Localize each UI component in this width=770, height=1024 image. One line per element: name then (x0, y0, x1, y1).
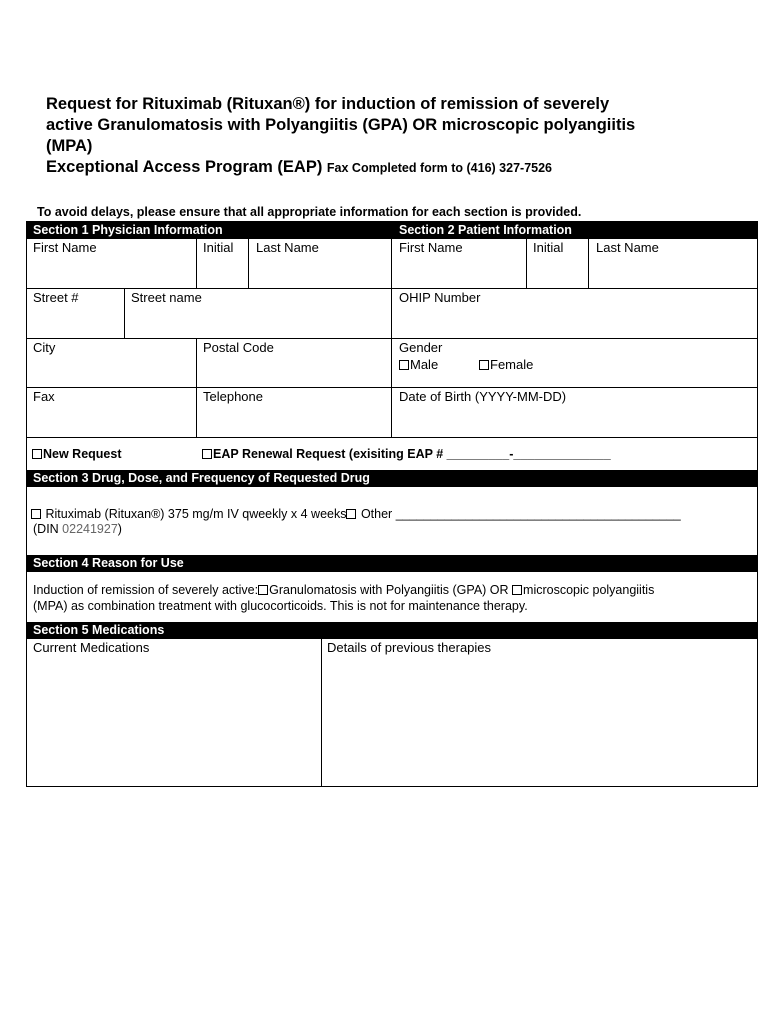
other-drug-field[interactable]: Other _________________________________________ (360, 507, 681, 521)
section-4-header (27, 555, 757, 572)
notice-text: To avoid delays, please ensure that all appropriate information for each section is provided. (37, 205, 582, 219)
section-5-title: Section 5 Medications (33, 623, 165, 637)
din-line (33, 522, 122, 536)
section-1-header: Section 1 Physician Information (33, 223, 223, 237)
reason-line-2: (MPA) as combination treatment with glucocorticoids. This is not for maintenance therapy. (33, 599, 528, 613)
new-request-checkbox[interactable] (32, 449, 42, 459)
physician-telephone-field[interactable]: Telephone (203, 389, 263, 404)
physician-city-field[interactable]: City (33, 340, 56, 355)
gpa-label: Granulomatosis with Polyangiitis (GPA) OR (269, 583, 509, 597)
section-3-header (27, 470, 757, 487)
title-line-2: active Granulomatosis with Polyangiitis (GPA) OR microscopic polyangiitis (46, 116, 636, 134)
female-label: Female (490, 357, 534, 372)
mpa-label: microscopic polyangiitis (523, 583, 655, 597)
form-title (46, 94, 736, 179)
patient-first-name-field[interactable]: First Name (399, 240, 463, 255)
section-3-title: Section 3 Drug, Dose, and Frequency of Requested Drug (33, 471, 370, 485)
section-5-header (27, 622, 757, 639)
ohip-number-field[interactable]: OHIP Number (399, 290, 481, 305)
renewal-checkbox[interactable] (202, 449, 212, 459)
current-medications-field[interactable]: Current Medications (33, 640, 150, 655)
section-1-2-header (27, 222, 757, 239)
din-number: 02241927 (62, 522, 118, 536)
new-request-label: New Request (43, 447, 122, 461)
section-4-title: Section 4 Reason for Use (33, 556, 184, 570)
physician-initial-field[interactable]: Initial (203, 240, 234, 255)
section-2-header: Section 2 Patient Information (399, 223, 572, 237)
gender-female-option[interactable] (479, 357, 533, 372)
title-line-3: (MPA) (46, 137, 93, 155)
gpa-checkbox[interactable] (258, 585, 268, 595)
gender-label: Gender (399, 340, 443, 355)
physician-street-number-field[interactable]: Street # (33, 290, 79, 305)
other-drug-checkbox[interactable] (346, 509, 356, 519)
rituximab-option[interactable] (31, 507, 681, 521)
rituximab-label: Rituximab (Rituxan®) 375 mg/m IV qweekly x 4 weeks (45, 507, 347, 521)
title-line-4 (46, 157, 736, 179)
mpa-checkbox[interactable] (512, 585, 522, 595)
physician-street-name-field[interactable]: Street name (131, 290, 202, 305)
fax-instruction: Fax Completed form to (416) 327-7526 (326, 161, 552, 175)
physician-first-name-field[interactable]: First Name (33, 240, 97, 255)
renewal-request-option[interactable] (202, 447, 611, 461)
female-checkbox[interactable] (479, 360, 489, 370)
patient-initial-field[interactable]: Initial (533, 240, 564, 255)
title-line-1: Request for Rituximab (Rituxan®) for induction of remission of severely (46, 95, 610, 113)
patient-last-name-field[interactable]: Last Name (596, 240, 659, 255)
request-form (26, 221, 758, 787)
male-checkbox[interactable] (399, 360, 409, 370)
rituximab-checkbox[interactable] (31, 509, 41, 519)
new-request-option[interactable] (32, 447, 122, 461)
renewal-label: EAP Renewal Request (exisiting EAP # _________-______________ (213, 447, 611, 461)
gender-male-option[interactable] (399, 357, 438, 372)
reason-intro: Induction of remission of severely active: (33, 583, 259, 597)
din-suffix: ) (117, 522, 122, 536)
physician-postal-code-field[interactable]: Postal Code (203, 340, 274, 355)
physician-fax-field[interactable]: Fax (33, 389, 55, 404)
date-of-birth-field[interactable]: Date of Birth (YYYY-MM-DD) (399, 389, 567, 404)
male-label: Male (410, 357, 439, 372)
physician-last-name-field[interactable]: Last Name (256, 240, 319, 255)
program-name: Exceptional Access Program (EAP) (46, 158, 323, 176)
din-prefix: (DIN (33, 522, 63, 536)
previous-therapies-field[interactable]: Details of previous therapies (327, 640, 492, 655)
reason-line-1 (33, 583, 654, 597)
